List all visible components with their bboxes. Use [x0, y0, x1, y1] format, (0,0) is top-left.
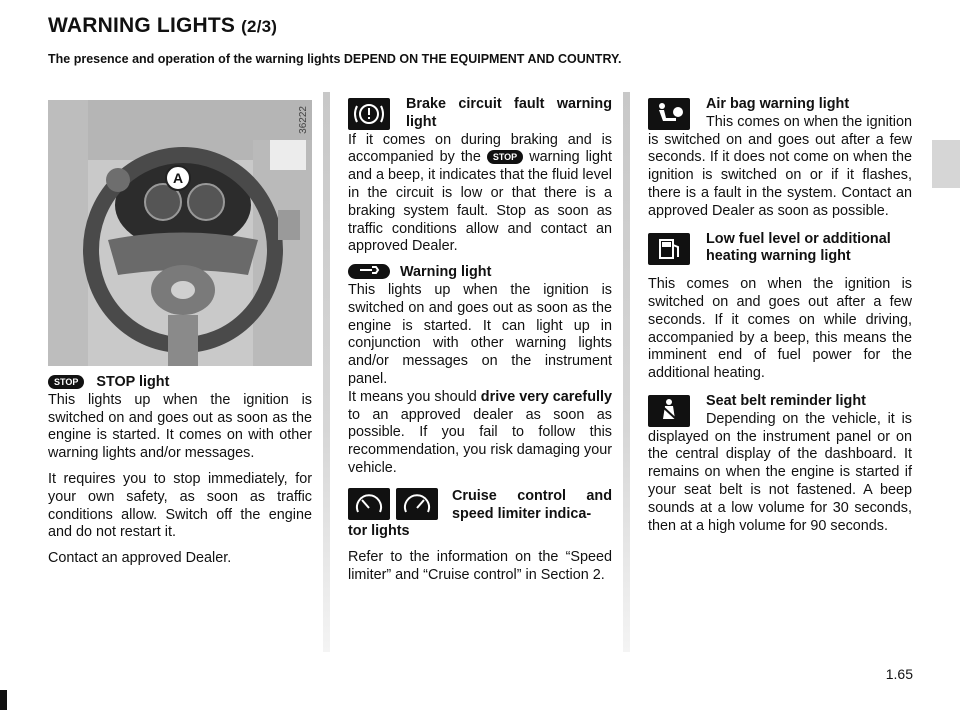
- seat-belt-text: Depending on the vehicle, it is displayed on the instrument panel or on the central display of the dashboard. It remains on when the engine is started if your seat belt is not fastened. A beep sounds at a low volume for 30 seconds, then at a high volume for 90 seconds.: [648, 410, 912, 534]
- brake-fault-icon: [348, 98, 390, 130]
- brake-fault-heading: Brake circuit fault warning light: [406, 96, 612, 130]
- column-1: [48, 374, 312, 576]
- stop-warning-icon: STOP: [48, 375, 84, 389]
- brake-fault-text-b: warning light and a beep, it indicates that the fluid level in the circuit is low or that there is a braking system fault. Stop as soon as traffic conditions allow and contact an approved Dealer.: [348, 149, 613, 255]
- stop-light-heading: STOP light: [96, 374, 170, 390]
- drive-text-a: It means you should: [348, 388, 477, 405]
- speed-limiter-icon: [396, 488, 438, 520]
- airbag-heading: Air bag warning light: [706, 96, 850, 112]
- cruise-text: Refer to the information on the “Speed limiter” and “Cruise control” in Section 2.: [348, 549, 612, 583]
- cruise-heading-cont: tor lights: [348, 523, 410, 540]
- fuel-level-icon: [648, 233, 690, 265]
- stop-light-text: This lights up when the ignition is switched on and goes out as soon as the engine is started. It comes on with other warning lights and/or messages.: [48, 391, 312, 462]
- cruise-heading: Cruise control and speed limiter indica-: [452, 487, 612, 522]
- callout-a: A: [165, 165, 191, 191]
- column-3: [648, 96, 912, 535]
- column-divider: [323, 92, 330, 652]
- page-title: WARNING LIGHTS (2/3): [48, 14, 278, 37]
- wrench-text: This lights up when the ignition is switched on and goes out as soon as the engine is started. It can light up in conjunction with other warning lights and/or messages on the instrument panel.: [348, 281, 612, 387]
- seat-belt-heading: Seat belt reminder light: [706, 392, 866, 409]
- stop-instructions: It requires you to stop immediately, for your own safety, as soon as traffic conditions allow. Switch off the engine and do not restart it.: [48, 470, 312, 541]
- dashboard-photo: [48, 100, 312, 366]
- seat-belt-icon: [648, 395, 690, 427]
- drive-text-b: to an approved dealer as soon as possible. If you fail to follow this recommendation, you risk damaging your vehicle.: [348, 406, 612, 476]
- section-tab-marker: [932, 140, 960, 188]
- cruise-control-icon: [348, 488, 390, 520]
- drive-carefully-text: drive very carefully: [480, 388, 612, 405]
- stop-inline-icon: STOP: [487, 150, 523, 164]
- figure-ref-number: 36222: [298, 106, 309, 134]
- dashboard-illustration: [48, 100, 312, 366]
- wrench-icon: [348, 264, 390, 279]
- corner-mark: [0, 690, 7, 710]
- column-2: [348, 96, 612, 593]
- page-subtitle: The presence and operation of the warning lights DEPEND ON THE EQUIPMENT AND COUNTRY.: [48, 52, 622, 66]
- fuel-text: This comes on when the ignition is switched on and goes out after a few seconds. If it comes on while driving, accompanied by a beep, this means the imminent end of fuel power for the additional heating.: [648, 276, 912, 382]
- brake-fault-text-a: If it comes on during braking and is accompanied by the: [348, 131, 612, 166]
- wrench-heading: Warning light: [400, 264, 492, 281]
- airbag-icon: [648, 98, 690, 130]
- page-number: 1.65: [885, 666, 913, 682]
- fuel-heading: Low fuel level or additional heating warning light: [706, 230, 891, 265]
- airbag-text: This comes on when the ignition is switched on and goes out after a few seconds. If it does not come on when the ignition is switched on or if it flashes, there is a fault in the system. Contact an approved Dealer as soon as possible.: [648, 113, 912, 219]
- contact-dealer-text: Contact an approved Dealer.: [48, 550, 232, 567]
- column-divider: [623, 92, 630, 652]
